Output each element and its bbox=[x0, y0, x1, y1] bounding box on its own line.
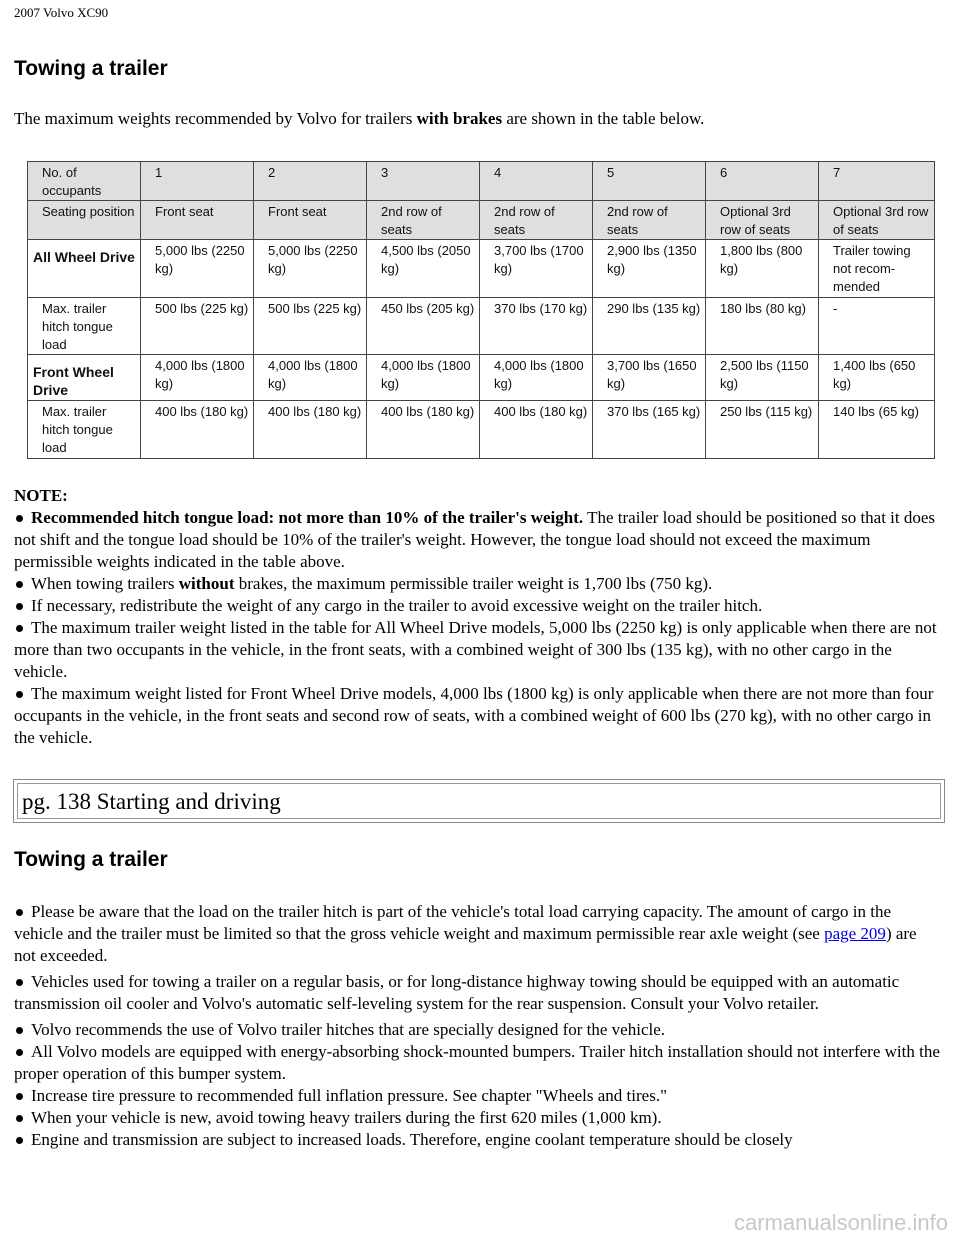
table-cell: 1,400 lbs (650 kg) bbox=[819, 355, 935, 401]
table-cell: 400 lbs (180 kg) bbox=[480, 401, 593, 459]
table-cell: 7 bbox=[819, 162, 935, 201]
table-cell: 400 lbs (180 kg) bbox=[254, 401, 367, 459]
page-reference-box bbox=[13, 779, 945, 823]
list-item bbox=[14, 971, 942, 1015]
table-cell: 5,000 lbs (2250 kg) bbox=[141, 240, 254, 298]
note-text: When towing trailers bbox=[31, 574, 179, 593]
table-cell: 370 lbs (170 kg) bbox=[480, 298, 593, 355]
table-row bbox=[28, 401, 935, 459]
table-cell: 2nd row of seats bbox=[593, 201, 706, 240]
note-text: If necessary, redistribute the weight of any cargo in the trailer to avoid excessive weight on the trailer hitch. bbox=[31, 596, 763, 615]
note-bold-text: Recommended hitch tongue load: not more than 10% of the trailer's weight. bbox=[31, 508, 584, 527]
table-cell: 180 lbs (80 kg) bbox=[706, 298, 819, 355]
note-text: brakes, the maximum permissible trailer weight is 1,700 lbs (750 kg). bbox=[234, 574, 713, 593]
intro-text-after: are shown in the table below. bbox=[502, 109, 705, 128]
table-cell: 2 bbox=[254, 162, 367, 201]
item-text: All Volvo models are equipped with energy-absorbing shock-mounted bumpers. Trailer hitch installation should not interfere with the proper operation of this bumper system. bbox=[14, 1042, 940, 1083]
note-text: The trailer load should be positioned so that it does not shift and the tongue load should be 10% of the trailer's weight. However, the tongue load should not exceed the maximum permissible weights indicated in the table above. bbox=[14, 508, 936, 571]
table-cell: 4,000 lbs (1800 kg) bbox=[367, 355, 480, 401]
table-cell: 5,000 lbs (2250 kg) bbox=[254, 240, 367, 298]
table-row bbox=[28, 240, 935, 298]
page-reference-label: pg. 138 Starting and driving bbox=[17, 783, 941, 819]
item-text: Increase tire pressure to recommended full inflation pressure. See chapter "Wheels and tires." bbox=[31, 1086, 668, 1105]
table-cell: 6 bbox=[706, 162, 819, 201]
item-text: Engine and transmission are subject to increased loads. Therefore, engine coolant temperature should be closely bbox=[31, 1130, 793, 1149]
watermark-text: carmanualsonline.info bbox=[733, 1210, 948, 1235]
note-bold-text: without bbox=[178, 574, 235, 593]
bullet-dot-icon bbox=[16, 1093, 23, 1100]
bullet-dot-icon bbox=[16, 515, 23, 522]
list-item bbox=[14, 1019, 942, 1041]
table-cell: Optional 3rd row of seats bbox=[706, 201, 819, 240]
table-cell: 2nd row of seats bbox=[480, 201, 593, 240]
table-cell: - bbox=[819, 298, 935, 355]
table-cell: 2,900 lbs (1350 kg) bbox=[593, 240, 706, 298]
table-cell: Trailer towing not recom-mended bbox=[819, 240, 935, 298]
table-cell: 3,700 lbs (1700 kg) bbox=[480, 240, 593, 298]
table-cell: 3 bbox=[367, 162, 480, 201]
table-row bbox=[28, 355, 935, 401]
item-text: ) are not exceeded. bbox=[14, 924, 917, 965]
table-cell: 370 lbs (165 kg) bbox=[593, 401, 706, 459]
bullet-dot-icon bbox=[16, 1049, 23, 1056]
intro-text-before: The maximum weights recommended by Volvo for trailers bbox=[14, 109, 417, 128]
intro-paragraph bbox=[14, 108, 946, 130]
note-label: NOTE: bbox=[14, 486, 68, 505]
list-item bbox=[14, 595, 942, 617]
list-item bbox=[14, 573, 942, 595]
table-category-cell: All Wheel Drive bbox=[28, 240, 141, 298]
section-heading: Towing a trailer bbox=[14, 848, 168, 871]
table-cell: 290 lbs (135 kg) bbox=[593, 298, 706, 355]
bullet-dot-icon bbox=[16, 979, 23, 986]
trailer-weight-table bbox=[27, 161, 935, 459]
bullet-dot-icon bbox=[16, 603, 23, 610]
table-row-label-cell: Max. trailer hitch tongue load bbox=[28, 298, 141, 355]
bullet-dot-icon bbox=[16, 691, 23, 698]
bullet-dot-icon bbox=[16, 625, 23, 632]
table-cell: Front seat bbox=[254, 201, 367, 240]
list-item bbox=[14, 1107, 942, 1129]
table-cell: 1 bbox=[141, 162, 254, 201]
intro-text-bold: with brakes bbox=[416, 109, 503, 128]
table-cell: 5 bbox=[593, 162, 706, 201]
table-cell: Optional 3rd row of seats bbox=[819, 201, 935, 240]
bullet-dot-icon bbox=[16, 1137, 23, 1144]
table-cell: Seating position bbox=[28, 201, 141, 240]
list-item bbox=[14, 617, 942, 683]
table-cell: 4,000 lbs (1800 kg) bbox=[141, 355, 254, 401]
document-header-title: 2007 Volvo XC90 bbox=[14, 5, 109, 20]
table-cell: 400 lbs (180 kg) bbox=[367, 401, 480, 459]
table-cell: 140 lbs (65 kg) bbox=[819, 401, 935, 459]
table-cell: 2nd row of seats bbox=[367, 201, 480, 240]
list-item bbox=[14, 901, 942, 967]
table-cell: 500 lbs (225 kg) bbox=[141, 298, 254, 355]
list-item bbox=[14, 1085, 942, 1107]
page-209-link[interactable]: page 209 bbox=[824, 924, 886, 943]
bullet-dot-icon bbox=[16, 1027, 23, 1034]
table-cell: Front seat bbox=[141, 201, 254, 240]
table-category-cell: Front Wheel Drive bbox=[28, 355, 141, 401]
table-cell: 4,500 lbs (2050 kg) bbox=[367, 240, 480, 298]
item-text: Please be aware that the load on the trailer hitch is part of the vehicle's total load carrying capacity. The amount of cargo in the vehicle and the trailer must be limited so that the gross vehicle weight and maximum permissible rear axle weight (see bbox=[14, 902, 891, 943]
table-row-label-cell: Max. trailer hitch tongue load bbox=[28, 401, 141, 459]
bullet-dot-icon bbox=[16, 1115, 23, 1122]
table-row bbox=[28, 298, 935, 355]
bullet-dot-icon bbox=[16, 909, 23, 916]
table-cell: 3,700 lbs (1650 kg) bbox=[593, 355, 706, 401]
table-cell: 250 lbs (115 kg) bbox=[706, 401, 819, 459]
table-row bbox=[28, 201, 935, 240]
table-row bbox=[28, 162, 935, 201]
towing-bullet-list bbox=[14, 901, 942, 1151]
table-cell: No. of occupants bbox=[28, 162, 141, 201]
item-text: Vehicles used for towing a trailer on a regular basis, or for long-distance highway towing should be equipped with an automatic transmission oil cooler and Volvo's automatic self-leveling system for the rear suspension. Consult your Volvo retailer. bbox=[14, 972, 900, 1013]
table-cell: 4,000 lbs (1800 kg) bbox=[480, 355, 593, 401]
list-item bbox=[14, 1129, 942, 1151]
list-item bbox=[14, 507, 942, 573]
section-heading: Towing a trailer bbox=[14, 57, 168, 80]
note-text: The maximum weight listed for Front Wheel Drive models, 4,000 lbs (1800 kg) is only applicable when there are not more than four occupants in the vehicle, in the front seats and second row of seats, with a combined weight of 600 lbs (270 kg), with no other cargo in the vehicle. bbox=[14, 684, 934, 747]
list-item bbox=[14, 1041, 942, 1085]
list-item bbox=[14, 683, 942, 749]
table-cell: 4,000 lbs (1800 kg) bbox=[254, 355, 367, 401]
table-cell: 500 lbs (225 kg) bbox=[254, 298, 367, 355]
table-cell: 4 bbox=[480, 162, 593, 201]
table-cell: 2,500 lbs (1150 kg) bbox=[706, 355, 819, 401]
note-bullet-list bbox=[14, 507, 942, 749]
item-text: When your vehicle is new, avoid towing heavy trailers during the first 620 miles (1,000 km). bbox=[31, 1108, 662, 1127]
item-text: Volvo recommends the use of Volvo trailer hitches that are specially designed for the vehicle. bbox=[31, 1020, 666, 1039]
bullet-dot-icon bbox=[16, 581, 23, 588]
note-text: The maximum trailer weight listed in the table for All Wheel Drive models, 5,000 lbs (2250 kg) is only applicable when there are not more than two occupants in the vehicle, in the front seats, with a combined weight of 300 lbs (135 kg), with no other cargo in the vehicle. bbox=[14, 618, 937, 681]
table-cell: 1,800 lbs (800 kg) bbox=[706, 240, 819, 298]
table-cell: 450 lbs (205 kg) bbox=[367, 298, 480, 355]
table-cell: 400 lbs (180 kg) bbox=[141, 401, 254, 459]
